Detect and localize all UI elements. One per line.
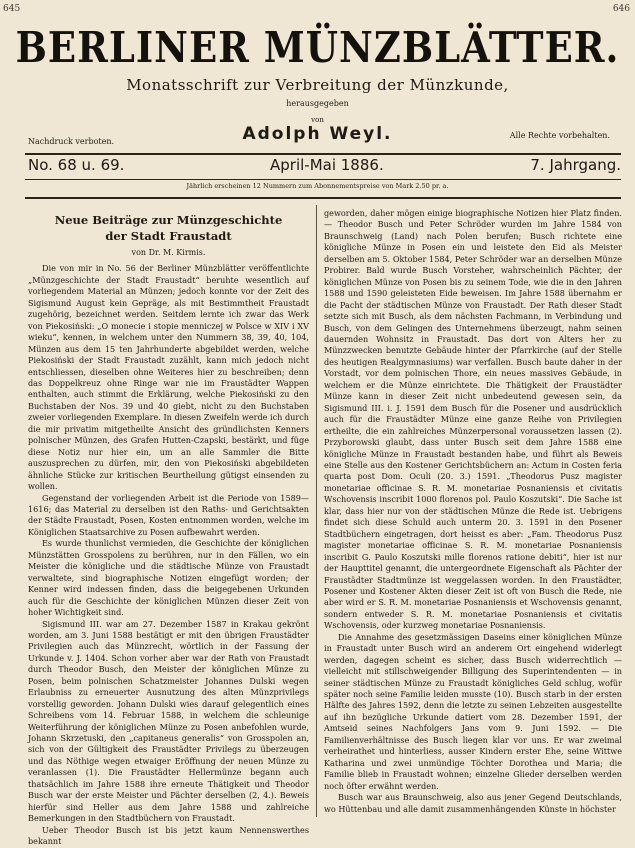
article-paragraph: Sigismund III. war am 27. Dezember 1587 in Krakau gekrönt worden, am 3. Juni 1588 bestätigt er mit den übrigen Fraustädter Privilegien auch das Münzrecht, wörtlich in der Fassung der Urkunde v. J. 1404. Schon vorher aber war der Rath von Fraustadt durch Theodor Busch, den Meister der königlichen Münze zu Posen, beim polnischen Schatzmeister Johannes Dulski wegen Erlaubniss zu erneuerter Ausnutzung des alten Münzprivilegs vorstellig geworden. Johann Dulski wies darauf gelegentlich eines Schreibens vom 14. Februar 1588, in welchem die schleunige Weiterführung der königlichen Münze zu Posen anbefohlen wurde, Johann Skrzetuski, den „capitaneus generalis“ von Grosspolen an, sich von der Gültigkeit des Fraustädter Privilegs zu überzeugen und das Nöthige wegen etwaiger Eröffnung der neuen Münze zu veranlassen (1). Die Fraustädter Hellermünze begann auch thatsächlich im Jahre 1588 ihre erneute Thätigkeit und Theodor Busch war der erste Meister und Pächter derselben (2, 4.). Beweis hierfür sind Heller aus dem Jahre 1588 und zahlreiche Bemerkungen in den Stadtbüchern von Fraustadt. <box>28 618 309 824</box>
article-title-line-1: Neue Beiträge zur Münzgeschichte <box>54 213 283 227</box>
header-rule-top <box>25 153 621 155</box>
masthead-editor: Adolph Weyl. <box>242 124 393 144</box>
masthead-subtitle: Monatsschrift zur Verbreitung der Münzkunde, <box>126 76 509 94</box>
header-rule-bottom <box>25 197 621 199</box>
reprint-notice: Nachdruck verboten. <box>28 137 115 146</box>
masthead-von: von <box>311 116 324 124</box>
page-number-left: 645 <box>3 4 21 14</box>
article-title-line-2: der Stadt Fraustadt <box>105 229 232 243</box>
rights-notice: Alle Rechte vorbehalten. <box>509 131 610 140</box>
article-author: von Dr. M. Kirmis. <box>131 248 206 257</box>
article-paragraph: Die Annahme des gesetzmässigen Daseins einer königlichen Münze in Fraustadt unter Busch wird an anderem Ort eingehend widerlegt werden, dagegen scheint es sicher, dass Busch widerrechtlich — vielleicht mit stillschweigender Billigung des Superintendenten — in seiner städtischen Münze zu Fraustadt königliches Geld schlug, wofür später noch seine Familie leiden musste (10). Busch starb in der ersten Hälfte des Jahres 1592, denn die letzte zu seinen Lebzeiten ausgestellte auf ihn bezügliche Urkunde datiert vom 28. Dezember 1591, der Amtseid seines Nachfolgers Jans vom 9. Juni 1592. — Die Familienverhältnisse des Busch liegen klar vor uns. Er war zweimal verheirathet und hinterliess, ausser Kindern erster Ehe, seine Wittwe Katharina und zwei unmündige Töchter Dorothea und Maria; die Familie blieb in Fraustadt wohnen; einzelne Glieder derselben werden noch öfter erwähnt werden. <box>324 631 622 791</box>
column-divider <box>316 205 317 817</box>
subscription-notice: Jährlich erscheinen 12 Nummern zum Abonnementspreise von Mark 2.50 pr. a. <box>186 182 449 190</box>
article-paragraph: Ueber Theodor Busch ist bis jetzt kaum Nennenswerthes bekannt <box>28 824 309 847</box>
header-rule-middle <box>25 179 621 180</box>
masthead-published-by: herausgegeben <box>286 99 349 108</box>
article-paragraph: Gegenstand der vorliegenden Arbeit ist die Periode von 1589—1616; das Material zu derselben ist den Raths- und Gerichtsakten der Städte Fraustadt, Posen, Kosten entnommen worden, welche im Königlichen Staatsarchive zu Posen aufbewahrt werden. <box>28 492 309 537</box>
article-paragraph: Es wurde thunlichst vermieden, die Geschichte der königlichen Münzstätten Grosspolens zu berühren, nur in den Fällen, wo ein Meister die königliche und die städtische Münze von Fraustadt verwaltete, sind biographische Notizen eingefügt worden; der Kenner wird indessen finden, dass die beigegebenen Urkunden auch für die Geschichte der königlichen Münzen dieser Zeit von hoher Wichtigkeit sind. <box>28 538 309 618</box>
issue-date: April-Mai 1886. <box>270 156 384 174</box>
page-number-right: 646 <box>612 4 630 14</box>
left-column <box>28 208 309 847</box>
article-paragraph: geworden, daher mögen einige biographische Notizen hier Platz finden. — Theodor Busch und Peter Schröder wurden im Jahre 1584 von Braunschweig (Land) nach Polen berufen; Busch richtete eine königliche Münze in Posen ein und leistete den Eid als Meister derselben am 5. Oktober 1584, Peter Schröder war an derselben Münze Probirer. Bald wurde Busch Vorsteher, wahrscheinlich Pächter, der königlichen Münze von Posen bis zu seinem Tode, wie die in den Jahren 1588 und 1590 geleisteten Eide beweisen. Im Jahre 1588 übernahm er die Pacht der städtischen Münze von Fraustadt. Der Rath dieser Stadt setzte sich mit Busch, als dem nächsten Fachmann, in Verbindung und Busch, von dem Gelingen des Unternehmens überzeugt, nahm seinen dauernden Wohnsitz in Fraustadt. Das dort von Alters her zu Münzzwecken benutzte Gebäude hinter der Pfarrkirche (auf der Stelle des heutigen Realgymnasiums) war verfallen. Busch baute daher in der Vorstadt, vor dem polnischen Thore, ein neues massives Gebäude, in welchem er die Münze einrichtete. Die Thätigkeit der Fraustädter Münze kann in dieser Zeit nicht unbedeutend gewesen sein, da Sigismund III. i. J. 1591 dem Busch für die Posener und ausdrücklich auch für die Fraustädter Münze eine ganze Reihe von Privilegien ertheilte, die ein zahlreiches Münzerpersonal voraussetzen lassen (2). Przyborowski glaubt, dass unter Busch seit dem Jahre 1588 eine königliche Münze in Fraustadt bestanden habe, und führt als Beweis eine Stelle aus den Kostener Gerichtsbüchern an: Actum in Costen feria quarta post Dom. Oculi (20. 3.) 1591. „Theodorus Pusz magister monetariae officinae S. R. M. monetariae Posnaniensis et civitatis Wschovensis inscribit 1000 florenos pol. Paulo Koszutski“. Die Sache ist klar, dass hier nur von der städtischen Münze die Rede ist. Uebrigens findet sich diese Schuld auch unterm 20. 3. 1591 in den Posener Stadtbüchern eingetragen, dort heisst es aber: „Fam. Theodorus Pusz magister monetariae officinae S. R. M. monetariae Posnaniensis inscribit G. Paulo Koszutski mille florenos ratione debiti“, hier ist nur der Haupttitel genannt, die untergeordnete Eigenschaft als Pächter der Fraustädter Stadtmünze ist weggelassen worden. In den Fraustädter, Posener und Kostener Akten dieser Zeit ist oft von Busch die Rede, nie aber wird er S. R. M. monetariae Posnaniensis et Wschovensis genannt, sondern entweder S. R. M. monetariae Posnaniensis et civitatis Wschovensis, oder kurzweg monetariae Posnaniensis. <box>324 208 622 631</box>
article-title <box>28 212 309 244</box>
issue-number: No. 68 u. 69. <box>28 156 125 174</box>
right-column <box>324 208 622 820</box>
masthead-title: BERLINER MÜNZBLÄTTER. <box>15 21 620 73</box>
article-paragraph: Busch war aus Braunschweig, also aus jener Gegend Deutschlands, wo Hüttenbau und alle damit zusammenhängenden Künste in höchster <box>324 792 622 814</box>
issue-line <box>28 156 621 178</box>
issue-volume: 7. Jahrgang. <box>530 156 621 174</box>
article-paragraph: Die von mir in No. 56 der Berliner Münzblätter veröffentlichte „Münzgeschichte der Stadt Fraustadt“ beruhte wesentlich auf vorliegendem Material an Münzen; jedoch konnte vor der Zeit des Sigismund August kein Gepräge, als mit Bestimmtheit Fraustadt zugehörig, bezeichnet werden. Seitdem lernte ich zwar das Werk von Piekosiński: „O monecie i stopie menniczej w Polsce w XIV i XV wieku“, kennen, in welchem unter den Nummern 38, 39, 40, 104, Münzen aus dem 15 ten Jahrhunderte abgebildet werden, welche Piekosiński der Stadt Fraustadt zuzählt, kann mich jedoch nicht entschliessen, dieselben ohne Weiteres hier zu beschreiben; denn das Doppelkreuz ohne Ringe war nie im Fraustädter Wappen enthalten, auch stimmt die Erklärung, welche Piekosiński zu den Buchstaben der Nos. 39 und 40 giebt, nicht zu den Buchstaben zweier vorliegenden Exemplare. In diesen Zweifeln werde ich durch die mir privatim mitgetheilte Ansicht des gründlichsten Kenners polnischer Münzen, des Grafen Hutten-Czapski, bestärkt, und füge diese Notiz nur hier ein, um an alle Sammler die Bitte auszusprechen zu dürfen, mir, den von Piekosiński abgebildeten ähnliche Stücke zur kritischen Beurtheilung gütigst einsenden zu wollen. <box>28 263 309 492</box>
